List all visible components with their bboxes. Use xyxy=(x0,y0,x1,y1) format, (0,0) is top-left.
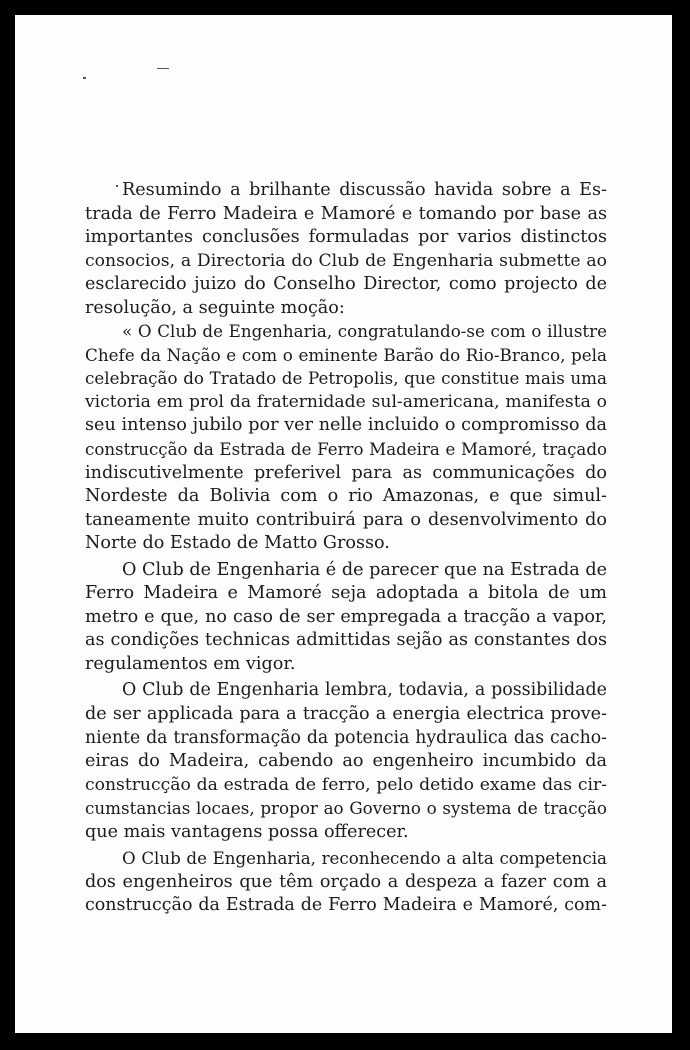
dust-speck xyxy=(83,77,86,79)
text-line: regulamentos em vigor. xyxy=(85,653,296,674)
text-line: O Club de Engenharia lembra, todavia, a possibilidade xyxy=(122,680,607,701)
text-line: construcção da Estrada de Ferro Madeira e Mamoré, traçado xyxy=(85,440,607,460)
paragraph-competencia xyxy=(85,847,607,918)
text-line: construcção da Estrada de Ferro Madeira e Mamoré, com- xyxy=(85,895,607,916)
paragraph-traccao xyxy=(85,679,607,844)
paragraph-resumindo xyxy=(85,179,607,320)
text-line: Ferro Madeira e Mamoré seja adoptada a bitola de um xyxy=(85,583,607,604)
text-line: « O Club de Engenharia, congratulando-se com o illustre xyxy=(122,321,607,342)
text-line: taneamente muito contribuirá para o desenvolvimento do xyxy=(85,509,607,530)
paragraph-bitola xyxy=(85,559,607,677)
text-line: dos engenheiros que têm orçado a despeza a fazer com a xyxy=(85,871,607,892)
text-line: Norte do Estado de Matto Grosso. xyxy=(85,533,390,554)
text-line: victoria em prol da fraternidade sul-americana, manifesta o xyxy=(85,391,607,412)
text-line: eiras do Madeira, cabendo ao engenheiro incumbido da xyxy=(85,751,607,772)
text-line: O Club de Engenharia é de parecer que na Estrada de xyxy=(122,559,607,580)
paragraph-mocao xyxy=(85,320,607,555)
text-line: esclarecido juizo do Conselho Director, como projecto de xyxy=(85,274,607,295)
text-line: Resumindo a brilhante discussão havida sobre a Es- xyxy=(122,180,607,200)
dust-speck xyxy=(157,68,169,69)
body-text xyxy=(85,179,607,918)
text-line: niente da transformação da potencia hydraulica das cacho- xyxy=(85,727,607,748)
text-line: Chefe da Nação e com o eminente Barão do Rio-Branco, pela xyxy=(85,344,607,365)
text-line: trada de Ferro Madeira e Mamoré e tomando por base as xyxy=(85,203,607,224)
text-line: celebração do Tratado de Petropolis, que constitue mais uma xyxy=(85,368,607,389)
text-line: seu intenso jubilo por ver nelle incluido o compromisso da xyxy=(85,415,607,436)
text-line: construcção da estrada de ferro, pelo detido exame das cir- xyxy=(85,774,607,795)
text-line: metro e que, no caso de ser empregada a tracção a vapor, xyxy=(85,606,607,627)
text-line: indiscutivelmente preferivel para as communicações do xyxy=(85,462,607,483)
text-line: que mais vantagens possa offerecer. xyxy=(85,821,409,842)
text-line: cumstancias locaes, propor ao Governo o systema de tracção xyxy=(85,798,607,819)
text-line: de ser applicada para a tracção a energia electrica prove- xyxy=(85,704,607,725)
text-line: O Club de Engenharia, reconhecendo a alta competencia xyxy=(122,849,607,869)
text-line: as condições technicas admittidas sejão as constantes dos xyxy=(85,630,607,651)
scanned-page xyxy=(15,15,672,1033)
text-line: importantes conclusões formuladas por varios distinctos xyxy=(85,227,607,248)
text-line: consocios, a Directoria do Club de Engenharia submette ao xyxy=(85,250,607,271)
text-line: resolução, a seguinte moção: xyxy=(85,297,345,318)
text-line: Nordeste da Bolivia com o rio Amazonas, e que simul- xyxy=(85,486,607,507)
